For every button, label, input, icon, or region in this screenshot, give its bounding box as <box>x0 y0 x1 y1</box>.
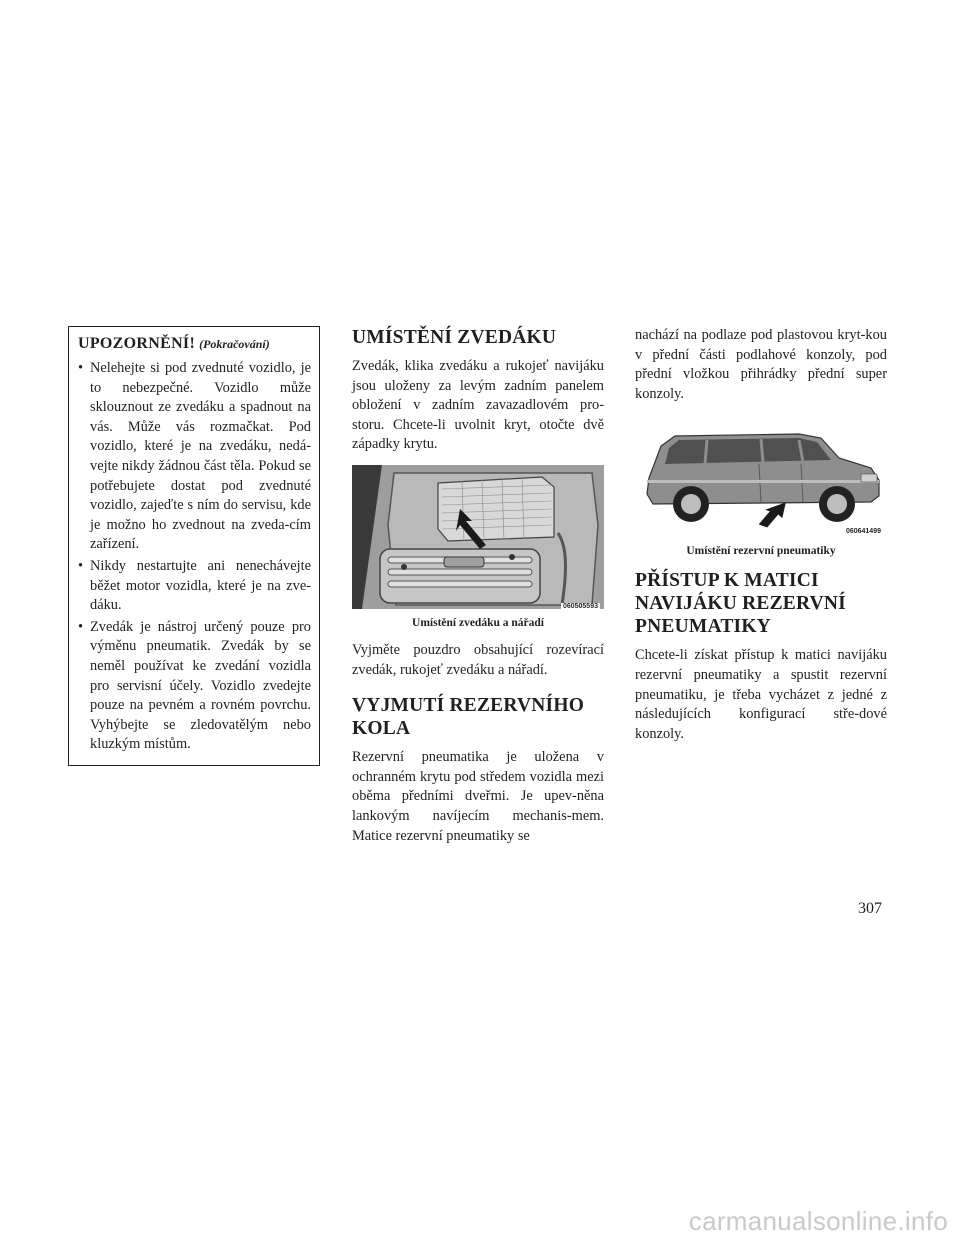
jack-location-figure <box>352 465 604 614</box>
watermark[interactable]: carmanualsonline.info <box>688 1206 948 1236</box>
warning-continued-label: (Pokračování) <box>199 337 270 351</box>
spare-removal-paragraph-continued: nachází na podlaze pod plastovou kryt-kou v přední části podlahové konzoly, pod přední vložkou přihrádky přední super konzoly. <box>635 327 887 402</box>
warning-item-text: Nikdy nestartujte ani nenechávejte běžet motor vozidla, které je na zve-dáku. <box>90 557 311 614</box>
warning-title <box>78 335 311 353</box>
warning-item: • Nikdy nestartujte ani nenechávejte běžet motor vozidla, které je na zve-dáku. <box>78 557 311 614</box>
spare-figure-caption: Umístění rezervní pneumatiky <box>686 545 836 558</box>
jack-storage-illustration <box>352 465 604 609</box>
jack-location-paragraph: Zvedák, klika zvedáku a rukojeť navijáku jsou uloženy za levým zadním panelem obložení v zadním zavazadlovém pro-storu. Chcete-li uvolnit kryt, otočte dvě západky krytu. <box>352 358 604 453</box>
spare-removal-paragraph: Rezervní pneumatika je uložena v ochranném krytu pod středem vozidla mezi oběma předními dveřmi. Je upev-něna lankovým navíjecím mechanis-mem. Matice rezervní pneumatiky se <box>352 749 604 844</box>
warning-item: • Nelehejte si pod zvednuté vozidlo, je to nebezpečné. Vozidlo může sklouznout ze zvedáku a spadnout na vás. Může vás rozmačkat. Pod vozidlo, které je na zvedáku, nedá-vejte nikdy žádnou část těla. Pokud se potřebujete dostat pod zvednuté vozidlo, zajeďte s ním do servisu, kde je možno ho zvednout na zveda-cím zařízení. <box>78 360 311 553</box>
page-number: 307 <box>858 900 882 917</box>
figure-code: 060505593 <box>562 602 598 610</box>
minivan-illustration <box>639 424 887 536</box>
winch-access-paragraph: Chcete-li získat přístup k matici navijáku rezervní pneumatiky a spustit rezervní pneumatiku, je třeba vycházet z jedné z následujících konfigurací stře-dové konzoly. <box>635 647 887 742</box>
warning-item: • Zvedák je nástroj určený pouze pro výměnu pneumatik. Zvedák by se neměl používat ke zvedání vozidla pro servisní účely. Vozidlo zvedejte pouze na pevném a rovném povrchu. Vyhýbejte se zledovatělým nebo kluzkým místům. <box>78 618 311 753</box>
spare-location-figure <box>639 424 887 541</box>
right-column <box>635 326 887 754</box>
warning-list <box>78 359 311 755</box>
winch-access-heading: PŘÍSTUP K MATICI NAVIJÁKU REZERVNÍ PNEUMATIKY <box>635 570 846 638</box>
warning-item-text: Zvedák je nástroj určený pouze pro výměnu pneumatik. Zvedák by se neměl používat ke zvedání vozidla pro servisní účely. Vozidlo zvedejte pouze na pevném a rovném povrchu. Vyhýbejte se zledovatělým nebo kluzkým místům. <box>90 618 311 753</box>
jack-figure-caption: Umístění zvedáku a nářadí <box>412 616 544 629</box>
warning-item-text: Nelehejte si pod zvednuté vozidlo, je to nebezpečné. Vozidlo může sklouznout ze zvedáku a spadnout na vás. Může vás rozmačkat. Pod vozidlo, které je na zvedáku, nedá-vejte nikdy žádnou část těla. Pokud se potřebujete dostat pod zvednuté vozidlo, zajeďte s ním do servisu, kde je možno ho zvednout na zveda-cím zařízení. <box>90 360 311 553</box>
warning-box <box>68 326 320 766</box>
middle-column <box>352 326 604 856</box>
jack-remove-paragraph: Vyjměte pouzdro obsahující rozevírací zvedák, rukojeť zvedáku a nářadí. <box>352 641 604 678</box>
spare-removal-heading: VYJMUTÍ REZERVNÍHO KOLA <box>352 695 585 740</box>
jack-location-heading: UMÍSTĚNÍ ZVEDÁKU <box>352 327 557 348</box>
warning-title-text: UPOZORNĚNÍ! <box>78 335 196 352</box>
figure-code: 060641499 <box>845 528 881 536</box>
left-column <box>68 326 320 766</box>
